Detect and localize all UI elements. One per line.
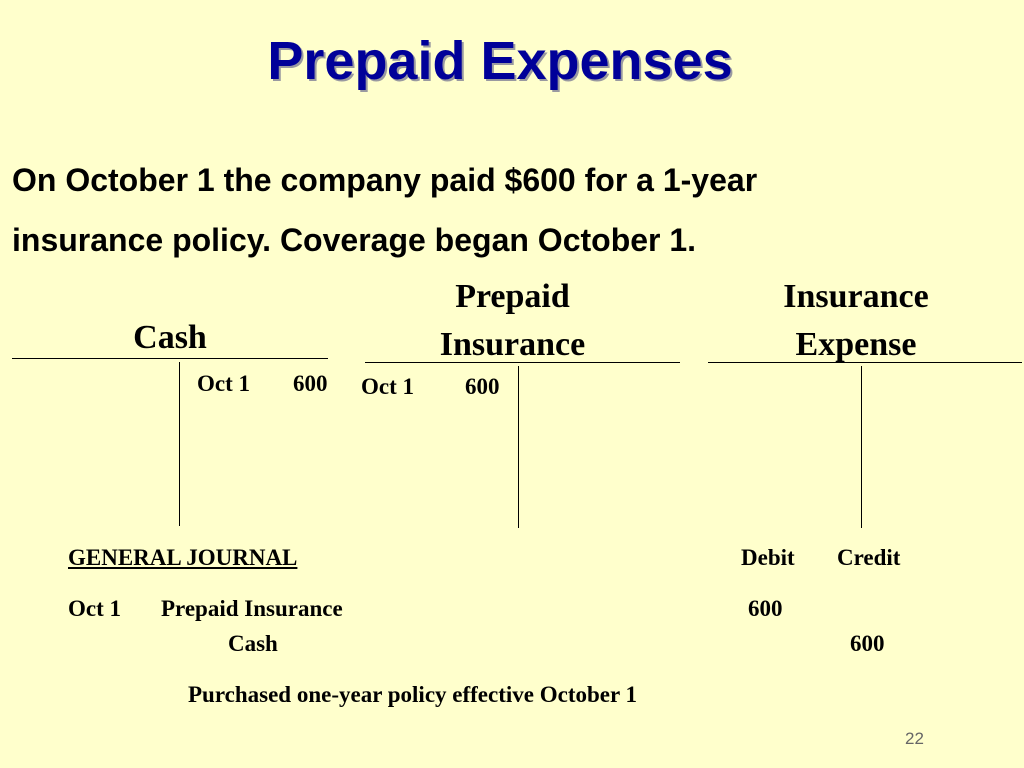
cash-account-title: Cash bbox=[133, 319, 207, 356]
journal-entry-date: Oct 1 bbox=[68, 596, 122, 621]
journal-debit-amount: 600 bbox=[748, 596, 783, 621]
cash-vertical-rule bbox=[179, 362, 180, 526]
journal-heading: GENERAL JOURNAL bbox=[68, 545, 298, 570]
slide-number: 22 bbox=[905, 729, 924, 748]
prepaid-insurance-debit-amount: 600 bbox=[465, 374, 500, 399]
cash-horizontal-rule bbox=[12, 358, 328, 359]
intro-text bbox=[12, 150, 1017, 270]
prepaid-insurance-title-line-1: Prepaid bbox=[455, 278, 570, 315]
prepaid-insurance-vertical-rule bbox=[518, 366, 519, 528]
insurance-expense-title-line-1: Insurance bbox=[783, 278, 929, 315]
cash-credit-amount: 600 bbox=[293, 371, 328, 396]
prepaid-insurance-debit-date: Oct 1 bbox=[361, 374, 415, 399]
intro-line-1: On October 1 the company paid $600 for a 1-year bbox=[12, 162, 758, 198]
prepaid-insurance-horizontal-rule bbox=[365, 362, 680, 363]
insurance-expense-horizontal-rule bbox=[708, 362, 1022, 363]
cash-credit-date: Oct 1 bbox=[197, 371, 251, 396]
intro-line-2: insurance policy. Coverage began October 1. bbox=[12, 222, 697, 258]
slide-title: Prepaid Expenses bbox=[267, 31, 733, 91]
insurance-expense-title-line-2: Expense bbox=[795, 326, 917, 363]
insurance-expense-title bbox=[742, 273, 970, 369]
prepaid-insurance-title-line-2: Insurance bbox=[439, 326, 586, 363]
insurance-expense-vertical-rule bbox=[861, 366, 862, 528]
journal-credit-amount: 600 bbox=[850, 631, 885, 656]
journal-credit-header: Credit bbox=[837, 545, 901, 570]
journal-explanation: Purchased one-year policy effective October 1 bbox=[188, 682, 638, 707]
journal-debit-account: Prepaid Insurance bbox=[161, 596, 343, 621]
journal-credit-account: Cash bbox=[228, 631, 278, 656]
journal-debit-header: Debit bbox=[741, 545, 795, 570]
prepaid-insurance-title bbox=[400, 273, 625, 369]
